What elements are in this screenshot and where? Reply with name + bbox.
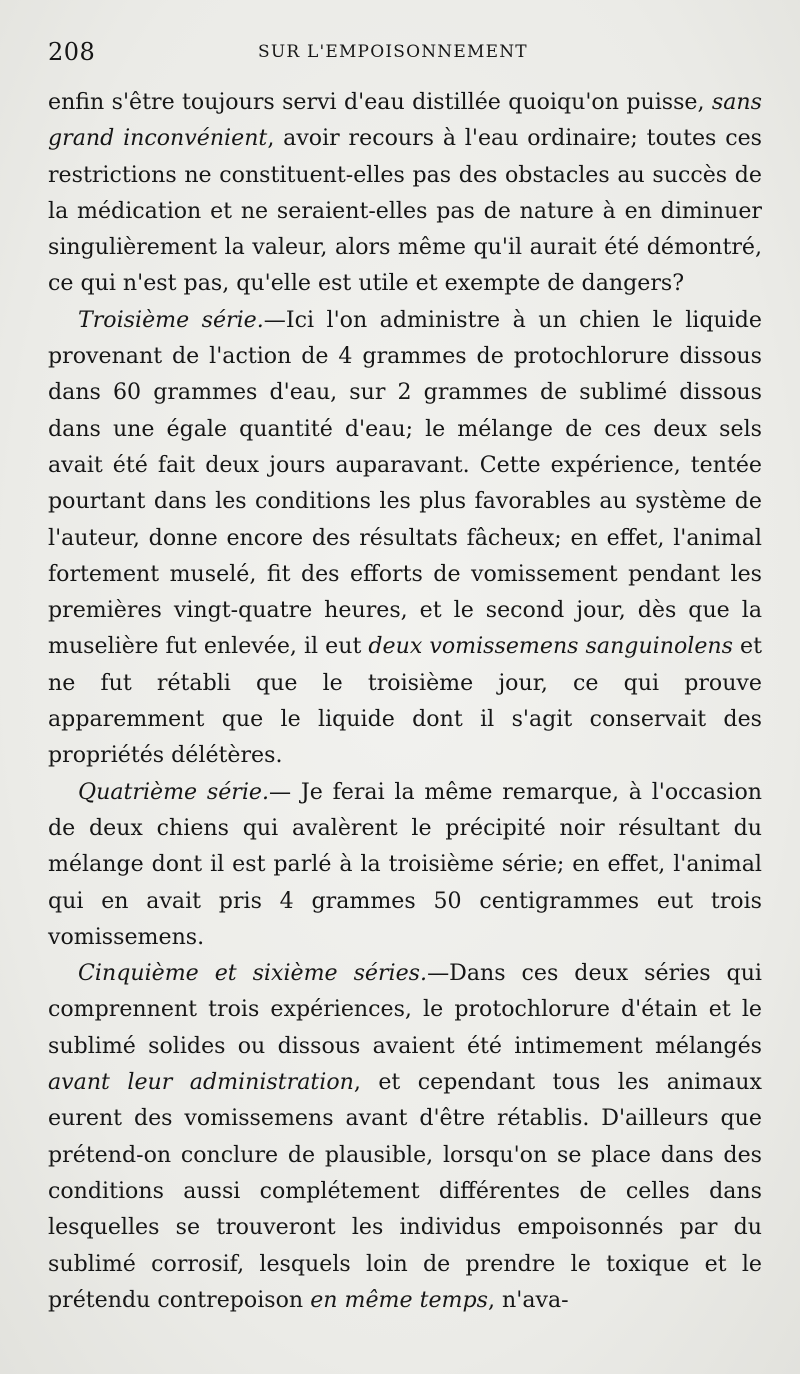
italic-segment: sans grand inconvénient (48, 89, 762, 152)
italic-segment: avant leur administration (48, 1069, 354, 1096)
text-segment: — Je ferai la même remarque, à l'occasion de deux chiens qui avalèrent le précipité noir résultant du mélange dont il est parlé à la troisième série; en effet, l'animal qui en avait pris 4 grammes 50 centigrammes eut trois vomissemens. (48, 778, 762, 950)
italic-segment: deux vomissemens sanguinolens (368, 633, 733, 660)
text-segment: et ne fut rétabli que le troisième jour, ce qui prouve apparemment que le liquide dont il s'agit conservait des propriétés délétères. (48, 633, 762, 769)
paragraph-troisieme-serie (48, 302, 762, 774)
section-heading-italic: Cinquième et sixième séries. (78, 960, 428, 987)
running-head: SUR L'EMPOISONNEMENT (258, 42, 528, 62)
text-segment: , et cependant tous les animaux eurent des vomissemens avant d'être rétablis. D'ailleurs que prétend-on conclure de plausible, lorsqu'on se place dans des conditions aussi complétement différentes de celles dans lesquelles se trouveront les individus empoisonnés par du sublimé corrosif, lesquels loin de prendre le toxique et le prétendu contrepoison (48, 1069, 762, 1313)
text-segment: —Ici l'on administre à un chien le liquide provenant de l'action de 4 grammes de protochlorure dissous dans 60 grammes d'eau, sur 2 grammes de sublimé dissous dans une égale quantité d'eau; le mélange de ces deux sels avait été fait deux jours auparavant. Cette expérience, tentée pourtant dans les conditions les plus favorables au système de l'auteur, donne encore des résultats fâcheux; en effet, l'animal fortement muselé, fit des efforts de vomissement pendant les premières vingt-quatre heures, et le second jour, dès que la muselière fut enlevée, il eut (48, 306, 762, 660)
text-segment: , n'ava- (487, 1286, 569, 1313)
paragraph-quatrieme-serie (48, 774, 762, 955)
page-number: 208 (48, 38, 96, 66)
text-segment: enfin s'être toujours servi d'eau distillée quoiqu'on puisse, (48, 89, 712, 115)
page-header (48, 34, 762, 84)
paragraph-cinquieme-sixieme-series (48, 955, 762, 1318)
text-segment: , avoir recours à l'eau ordinaire; toutes ces restrictions ne constituent-elles pas des obstacles au succès de la médication et ne seraient-elles pas de nature à en diminuer singulièrement la valeur, alors même qu'il aurait été démontré, ce qui n'est pas, qu'elle est utile et exempte de dangers? (48, 125, 762, 297)
section-heading-italic: Quatrième série. (78, 778, 270, 805)
paragraph-continuation (48, 84, 762, 302)
body-text (48, 84, 762, 1318)
section-heading-italic: Troisième série. (78, 306, 264, 333)
text-segment: —Dans ces deux séries qui comprennent trois expériences, le protochlorure d'étain et le sublimé solides ou dissous avaient été intimement mélangés (48, 960, 762, 1059)
italic-segment: en même temps (310, 1286, 488, 1313)
